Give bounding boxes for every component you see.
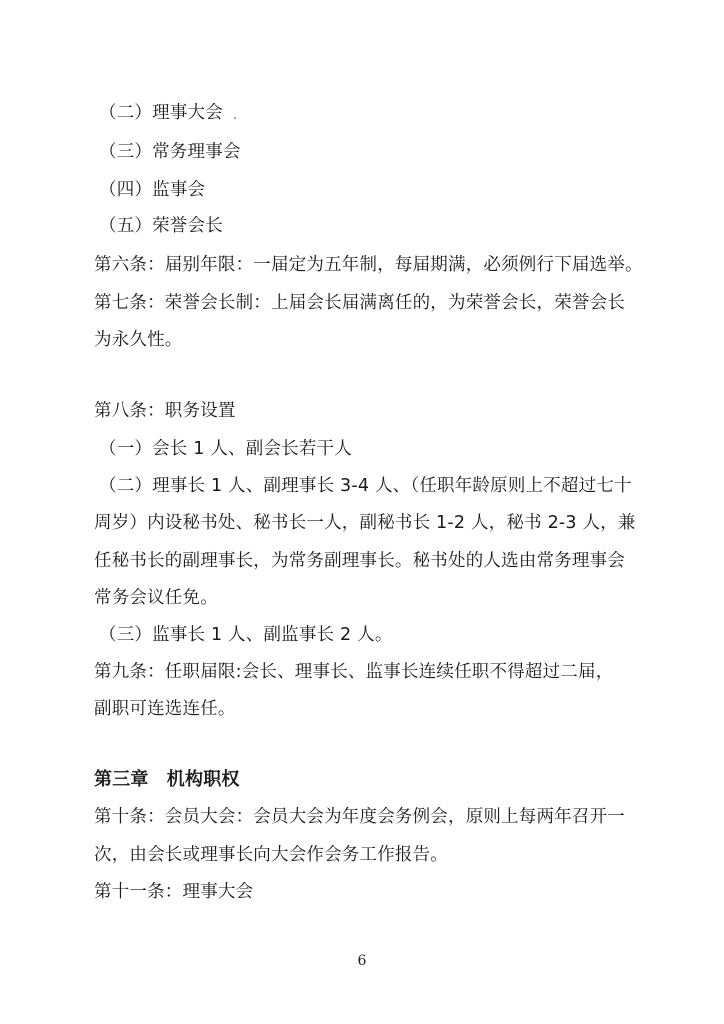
text-line: 第十一条：理事大会 <box>94 882 254 902</box>
text-line: 常务会议任免。 <box>94 588 218 608</box>
text-line: （三）监事长 1 人、副监事长 2 人。 <box>99 625 393 645</box>
text-line: 周岁）内设秘书处、秘书长一人，副秘书长 1-2 人，秘书 2-3 人，兼 <box>94 513 636 533</box>
text-line: 副职可连选连任。 <box>94 699 236 719</box>
scan-speck <box>234 117 236 119</box>
text-line: 第六条：届别年限：一届定为五年制，每届期满，必须例行下届选举。 <box>94 255 643 275</box>
text-line: 第九条：任职届限:会长、理事长、监事长连续任职不得超过二届， <box>94 662 614 682</box>
text-line: （二）理事大会 <box>99 103 223 123</box>
text-line: 第七条：荣誉会长制：上届会长届满离任的，为荣誉会长，荣誉会长 <box>94 293 625 313</box>
text-line: 为永久性。 <box>94 330 183 350</box>
page-number: 6 <box>357 953 367 969</box>
text-line: （四）监事会 <box>99 180 206 200</box>
text-line: 第十条：会员大会：会员大会为年度会务例会，原则上每两年召开一 <box>94 807 625 827</box>
text-line: （五）荣誉会长 <box>99 216 223 236</box>
text-line: （二）理事长 1 人、副理事长 3-4 人、（任职年龄原则上不超过七十 <box>99 476 632 496</box>
text-line: 第八条：职务设置 <box>94 401 236 421</box>
text-line: （一）会长 1 人、副会长若干人 <box>99 439 352 459</box>
text-line: （三）常务理事会 <box>99 142 241 162</box>
text-line: 次，由会长或理事长向大会作会务工作报告。 <box>94 845 448 865</box>
chapter-heading: 第三章 机构职权 <box>94 769 240 790</box>
text-line: 任秘书长的副理事长，为常务副理事长。秘书处的人选由常务理事会 <box>94 551 625 571</box>
